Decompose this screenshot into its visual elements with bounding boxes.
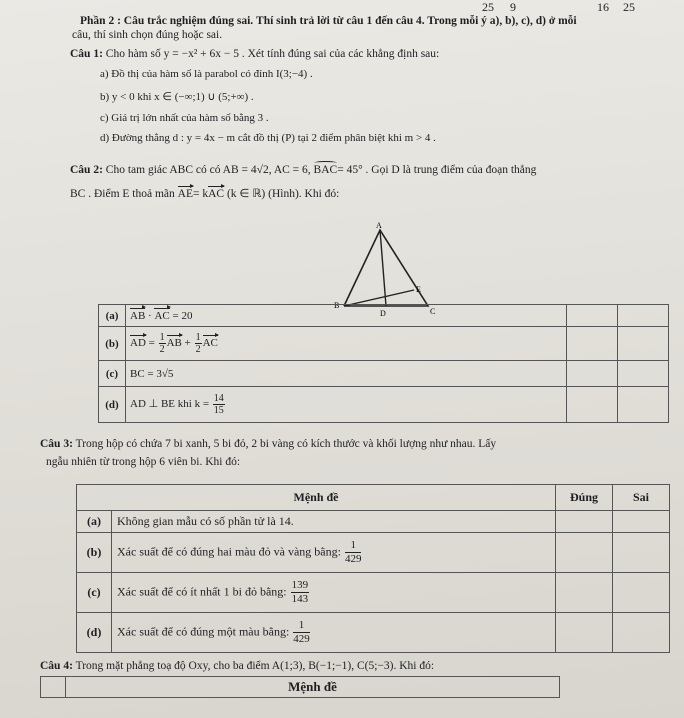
question-2-table (98, 304, 669, 423)
statement-cell: BC = 3√5 (126, 361, 567, 387)
false-answer-cell[interactable] (618, 305, 669, 327)
triangle-figure (330, 218, 440, 318)
row-label: (b) (99, 327, 126, 361)
question-1-item-c: c) Giá trị lớn nhất của hàm số bằng 3 . (100, 112, 269, 124)
question-4-stem: Câu 4: Trong mặt phẳng toạ độ Oxy, cho ba điểm A(1;3), B(−1;−1), C(5;−3). Khi đó: (40, 660, 435, 672)
row-label: (d) (99, 387, 126, 423)
question-1-stem: Câu 1: Cho hàm số y = −x² + 6x − 5 . Xét tính đúng sai của các khẳng định sau: (70, 48, 440, 60)
part-instructions: câu, thí sinh chọn đúng hoặc sai. (72, 29, 223, 41)
true-answer-cell[interactable] (556, 613, 613, 653)
statement-cell: Không gian mẫu có số phần tử là 14. (112, 511, 556, 533)
question-3-line2: ngẫu nhiên từ trong hộp 6 viên bi. Khi đó: (46, 456, 241, 468)
row-label: (a) (99, 305, 126, 327)
header-number: 25 (482, 0, 494, 14)
true-answer-cell[interactable] (556, 511, 613, 533)
true-header: Đúng (556, 485, 613, 511)
false-header: Sai (613, 485, 670, 511)
row-label: (d) (77, 613, 112, 653)
question-1-item-b: b) y < 0 khi x ∈ (−∞;1) ∪ (5;+∞) . (100, 91, 254, 103)
fig-label-a: A (376, 221, 382, 230)
false-answer-cell[interactable] (613, 511, 670, 533)
true-answer-cell[interactable] (567, 361, 618, 387)
question-3-line1: Câu 3: Trong hộp có chứa 7 bi xanh, 5 bi đỏ, 2 bi vàng có kích thước và khối lượng như nhau. Lấy (40, 438, 497, 450)
fig-label-b: B (334, 301, 340, 310)
statement-cell: AB · AC = 20 (126, 305, 567, 327)
row-label: (c) (77, 573, 112, 613)
header-number: 9 (510, 0, 516, 14)
row-label: (a) (77, 511, 112, 533)
row-label: (b) (77, 533, 112, 573)
question-1-item-d: d) Đường thẳng d : y = 4x − m cắt đồ thị (P) tại 2 điểm phân biệt khi m > 4 . (100, 132, 436, 144)
fig-label-d: D (380, 309, 386, 318)
true-answer-cell[interactable] (567, 305, 618, 327)
question-2-line2: BC . Điểm E thoả mãn AE= kAC (k ∈ ℝ) (Hình). Khi đó: (70, 188, 340, 200)
statement-cell: Xác suất để có đúng một màu bằng: $\frac{1}{429}$ (112, 613, 556, 653)
false-answer-cell[interactable] (613, 613, 670, 653)
true-answer-cell[interactable] (556, 533, 613, 573)
false-answer-cell[interactable] (618, 327, 669, 361)
true-answer-cell[interactable] (567, 327, 618, 361)
part-heading: Phần 2 : Câu trắc nghiệm đúng sai. Thí sinh trả lời từ câu 1 đến câu 4. Trong mỗi ý a), b), c), d) ở mỗi (80, 15, 577, 27)
header-number: 16 (597, 0, 609, 14)
statement-cell: AD = $\frac{1}{2}$ AB + $\frac{1}{2}$ AC (126, 327, 567, 361)
statement-header: Mệnh đề (77, 485, 556, 511)
statement-header: Mệnh đề (66, 677, 560, 698)
question-4-table (40, 676, 560, 698)
false-answer-cell[interactable] (618, 387, 669, 423)
fig-label-c: C (430, 307, 436, 316)
false-answer-cell[interactable] (618, 361, 669, 387)
false-answer-cell[interactable] (613, 533, 670, 573)
row-label-cell (41, 677, 66, 698)
statement-cell: Xác suất để có ít nhất 1 bi đỏ bằng: $\frac{139}{143}$ (112, 573, 556, 613)
fig-label-e: E (416, 285, 421, 294)
true-answer-cell[interactable] (567, 387, 618, 423)
true-answer-cell[interactable] (556, 573, 613, 613)
question-2-line1: Câu 2: Cho tam giác ABC có có AB = 4√2, AC = 6, BAC= 45° . Gọi D là trung điểm của đoạn thẳng (70, 164, 537, 176)
statement-cell: Xác suất để có đúng hai màu đỏ và vàng bằng: $\frac{1}{429}$ (112, 533, 556, 573)
false-answer-cell[interactable] (613, 573, 670, 613)
row-label: (c) (99, 361, 126, 387)
question-1-item-a: a) Đồ thị của hàm số là parabol có đỉnh I(3;−4) . (100, 68, 313, 80)
header-number: 25 (623, 0, 635, 14)
statement-cell: AD ⊥ BE khi k = $\frac{14}{15}$ (126, 387, 567, 423)
question-3-table (76, 484, 670, 653)
